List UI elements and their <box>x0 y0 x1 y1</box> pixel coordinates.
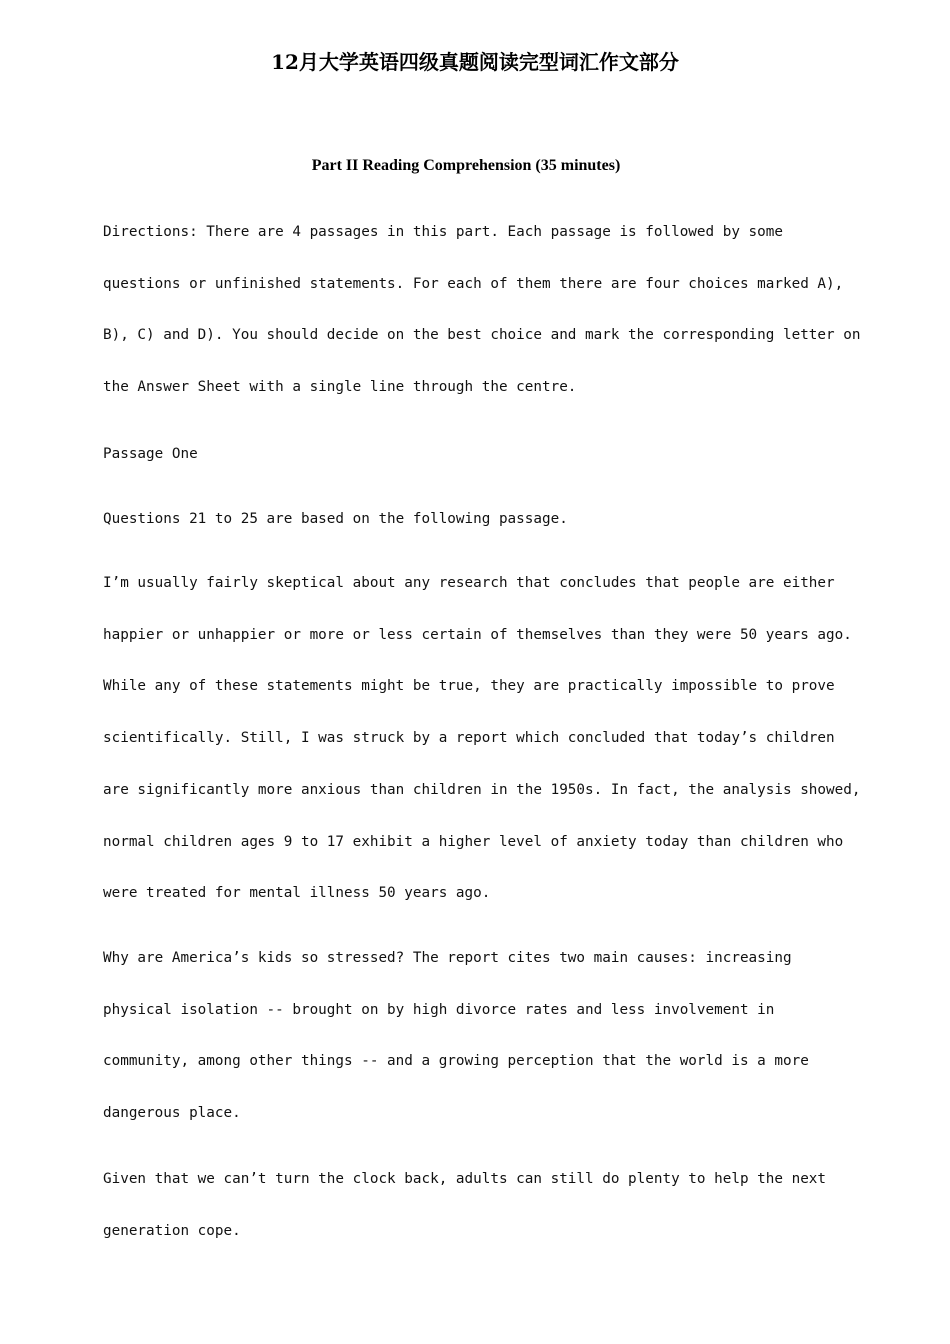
passage-label: Passage One <box>103 446 198 462</box>
passage-paragraph-2: Why are America’s kids so stressed? The report cites two main causes: increasing physical isolation -- brought on by high divorce rates and less involvement in community, among other things -- and a growing perception that the world is a more dangerous place. <box>103 950 809 1122</box>
section-heading: Part II Reading Comprehension (35 minutes) <box>311 157 621 174</box>
document-title: 12月大学英语四级真题阅读完型词汇作文部分 <box>271 50 679 74</box>
passage-paragraph-1: I’m usually fairly skeptical about any research that concludes that people are either happier or unhappier or more or less certain of themselves than they were 50 years ago. While any of these statements might be true, they are practically impossible to prove scientifically. Still, I was struck by a report which concluded that today’s children are significantly more anxious than children in the 1950s. In fact, the analysis showed, normal children ages 9 to 17 exhibit a higher level of anxiety today than children who were treated for mental illness 50 years ago. <box>103 575 861 902</box>
questions-intro: Questions 21 to 25 are based on the following passage. <box>103 511 568 527</box>
directions-paragraph: Directions: There are 4 passages in this part. Each passage is followed by some questions or unfinished statements. For each of them there are four choices marked A), B), C) and D). You should decide on the best choice and mark the corresponding letter on the Answer Sheet with a single line through the centre. <box>103 224 861 396</box>
passage-paragraph-3: Given that we can’t turn the clock back, adults can still do plenty to help the next generation cope. <box>103 1171 827 1239</box>
